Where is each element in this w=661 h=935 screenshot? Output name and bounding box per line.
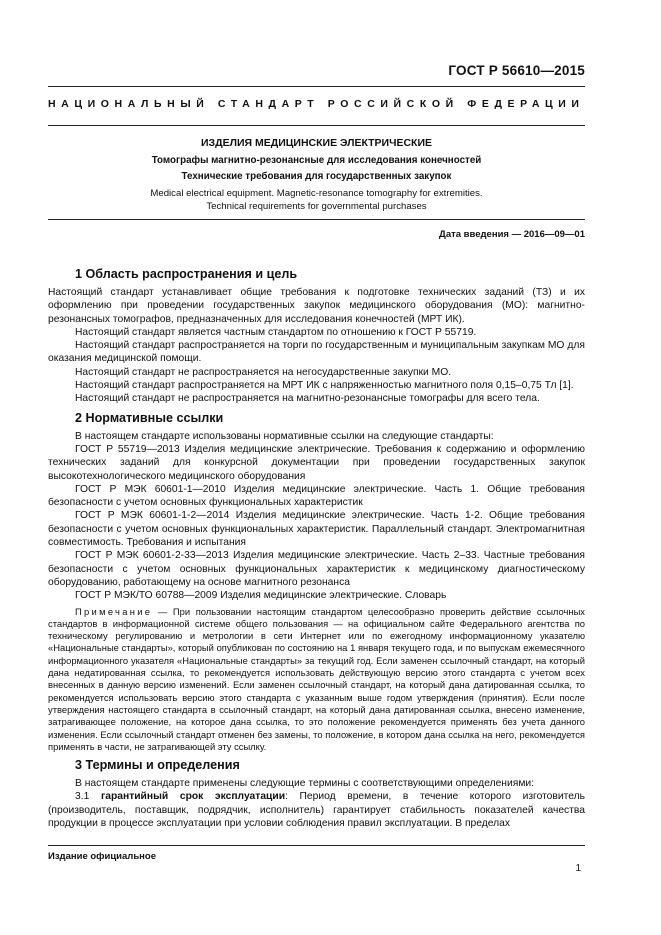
note-text: — При пользовании настоящим стандартом целесообразно проверить действие ссылочных стандартов в информационной системе общего пользования — на официальном сайте Федерального агентства по техническому регулированию и метрологии в сети Интернет или по ежегодному информационному указателю «Национальные стандарты», который опубликован по состоянию на 1 января текущего года, и по выпускам ежемесячного информационного указателя «Национальные стандарты» за текущий год. Если заменен ссылочный стандарт, на который дана недатированная ссылка, то рекомендуется использовать действующую версию этого стандарта с учетом всех внесенных в данную версию изменений. Если заменен ссылочный стандарт, на который дана датированная ссылка, то рекомендуется использовать версию этого стандарта с указанным выше годом утверждения (принятия). Если после утверждения настоящего стандарта в ссылочный стандарт, на который дана датированная ссылка, внесено изменение, затрагивающее положение, на которое дана ссылка, то это положение рекомендуется применять без учета данного изменения. Если ссылочный стандарт отменен без замены, то положение, в котором дана ссылка на него, рекомендуется применять в части, не затрагивающей эту ссылку. xyxy=(48,605,585,752)
header-rule-bottom xyxy=(48,125,585,126)
national-standard-heading: НАЦИОНАЛЬНЫЙ СТАНДАРТ РОССИЙСКОЙ ФЕДЕРАЦИИ xyxy=(48,98,585,110)
footer-rule xyxy=(48,845,585,846)
reference-item: ГОСТ Р МЭК 60601-1-2—2014 Изделия медицинские электрические. Часть 1-2. Общие требования безопасности с учетом основных функциональных характеристик. Параллельный стандарт. Электромагнитная совместимость. Требования и испытания xyxy=(48,510,585,549)
document-body xyxy=(48,266,585,830)
reference-item: ГОСТ Р МЭК 60601-2-33—2013 Изделия медицинские электрические. Часть 2–33. Частные требования безопасности с учетом основных функциональных характеристик к медицинскому диагностическому оборудованию, работающему на основе магнитного резонанса xyxy=(48,550,585,588)
title-block xyxy=(48,136,585,213)
section-2-paragraph: В настоящем стандарте использованы нормативные ссылки на следующие стандарты: xyxy=(75,430,494,442)
section-1-paragraph: Настоящий стандарт распространяется на торги по государственным и муниципальным закупкам МО для оказания медицинской помощи. xyxy=(48,340,585,365)
reference-note xyxy=(48,606,585,754)
note-label: Примечание xyxy=(75,605,153,617)
reference-item: ГОСТ Р МЭК 60601-1—2010 Изделия медицинские электрические. Часть 1. Общие требования безопасности с учетом основных функциональных характеристик xyxy=(48,483,585,509)
english-title-1: Medical electrical equipment. Magnetic-resonance tomography for extremities. xyxy=(150,188,483,199)
term-name: гарантийный срок эксплуатации xyxy=(100,791,286,803)
term-definition-text: : Период времени, в течение которого изготовитель (производитель, поставщик, подрядчик, исполнитель) гарантирует стабильность показателей качества продукции в процессе эксплуатации при условии соблюдения правил эксплуатации. В пределах xyxy=(48,791,585,829)
section-1-paragraph: Настоящий стандарт устанавливает общие требования к подготовке технических заданий (ТЗ) и их оформлению при проведении государственных закупок медицинского оборудования (МО): магнитно-резонансных томографов, предназначенных для исследования конечностей (МРТ ИК). xyxy=(48,287,585,325)
section-1-heading: 1 Область распространения и цель xyxy=(75,267,298,281)
section-1-paragraph: Настоящий стандарт распространяется на МРТ ИК с напряженностью магнитного поля 0,15–0,75 Тл [1]. xyxy=(75,380,574,392)
document-subtitle-2: Технические требования для государственных закупок xyxy=(181,171,452,182)
section-1-paragraph: Настоящий стандарт не распространяется на магнитно-резонансные томографы для всего тела. xyxy=(75,393,540,405)
section-3-paragraph: В настоящем стандарте применены следующие термины с соответствующими определениями: xyxy=(75,778,535,790)
reference-item: ГОСТ Р 55719—2013 Изделия медицинские электрические. Требования к содержанию и оформлению технических заданий для конкурсной документации при проведении государственных закупок высокотехнологического медицинского оборудования xyxy=(48,443,585,482)
introduction-date: Дата введения — 2016—09—01 xyxy=(439,229,585,240)
term-definition xyxy=(48,790,585,830)
english-title-2: Technical requirements for governmental purchases xyxy=(206,200,427,212)
document-title: ИЗДЕЛИЯ МЕДИЦИНСКИЕ ЭЛЕКТРИЧЕСКИЕ xyxy=(200,137,433,149)
edition-label: Издание официальное xyxy=(48,851,156,862)
term-number: 3.1 xyxy=(75,791,101,803)
section-3-heading: 3 Термины и определения xyxy=(75,758,240,773)
section-1-paragraph: Настоящий стандарт не распространяется на негосударственные закупки МО. xyxy=(75,366,452,378)
title-rule xyxy=(48,219,585,220)
section-2-heading: 2 Нормативные ссылки xyxy=(75,410,224,425)
header-rule-top xyxy=(48,86,585,87)
standard-number: ГОСТ Р 56610—2015 xyxy=(448,63,585,78)
document-subtitle-1: Томографы магнитно-резонансные для исследования конечностей xyxy=(151,155,482,166)
reference-item: ГОСТ Р МЭК/ТО 60788—2009 Изделия медицинские электрические. Словарь xyxy=(75,590,447,602)
section-1-paragraph: Настоящий стандарт является частным стандартом по отношению к ГОСТ Р 55719. xyxy=(75,326,477,338)
page-number: 1 xyxy=(575,863,581,874)
